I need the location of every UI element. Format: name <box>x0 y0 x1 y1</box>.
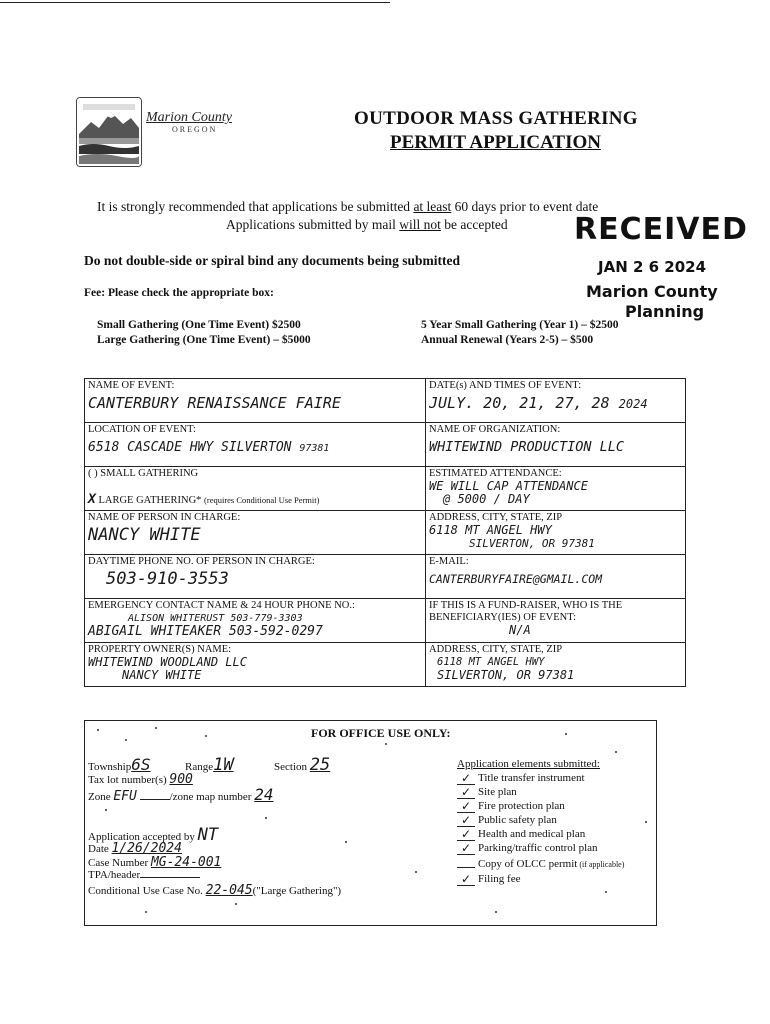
scan-speck <box>155 727 157 729</box>
township-field[interactable]: Township6S <box>88 755 151 774</box>
owner-address-label: ADDRESS, CITY, STATE, ZIP <box>429 644 563 655</box>
received-stamp: RECEIVED <box>574 212 748 247</box>
scan-speck <box>105 809 107 811</box>
form-title-line2: PERMIT APPLICATION <box>390 132 601 153</box>
scan-speck <box>565 733 567 735</box>
check-mark-icon[interactable]: ✓ <box>457 801 475 813</box>
fee-instruction: Fee: Please check the appropriate box: <box>84 287 274 299</box>
daytime-phone-value[interactable]: 503-910-3553 <box>106 571 229 588</box>
form-title-line1: OUTDOOR MASS GATHERING <box>354 108 638 129</box>
attendance-label: ESTIMATED ATTENDANCE: <box>429 468 562 479</box>
date-field[interactable]: Date 1/26/2024 <box>88 841 182 856</box>
element-label: Parking/traffic control plan <box>478 842 598 854</box>
address-value-1[interactable]: 6118 MT ANGEL HWY <box>429 523 552 537</box>
elements-list <box>457 771 624 886</box>
event-location-label: LOCATION OF EVENT: <box>88 424 196 435</box>
element-label: Title transfer instrument <box>478 772 585 784</box>
tpa-header-field[interactable]: TPA/header <box>88 869 200 881</box>
fee-annual-renewal[interactable]: Annual Renewal (Years 2-5) – $500 <box>421 334 594 346</box>
owner-address-value-2[interactable]: SILVERTON, OR 97381 <box>437 668 575 682</box>
conditional-use-field[interactable]: Conditional Use Case No. 22-045("Large Gathering") <box>88 883 342 898</box>
section-field[interactable]: Section 25 <box>274 755 331 775</box>
scan-speck <box>125 739 127 741</box>
email-label: E-MAIL: <box>429 556 469 567</box>
taxlot-field[interactable]: Tax lot number(s) 900 <box>88 772 193 787</box>
county-name: Marion County <box>146 110 232 125</box>
element-label: Fire protection plan <box>478 800 565 812</box>
event-location-value[interactable]: 6518 CASCADE HWY SILVERTON 97381 <box>88 440 330 455</box>
check-mark-icon[interactable]: ✓ <box>457 829 475 841</box>
event-location-cell[interactable] <box>85 423 426 467</box>
element-label: Site plan <box>478 786 517 798</box>
organization-label: NAME OF ORGANIZATION: <box>429 424 561 435</box>
received-date: JAN 2 6 2024 <box>598 258 707 276</box>
property-owner-value-1[interactable]: WHITEWIND WOODLAND LLC <box>88 655 247 669</box>
check-mark-icon[interactable]: ✓ <box>457 843 475 855</box>
gathering-type-cell[interactable] <box>85 467 426 511</box>
element-item[interactable] <box>457 827 624 841</box>
event-dates-label: DATE(s) AND TIMES OF EVENT: <box>429 380 582 391</box>
submission-note: It is strongly recommended that applications be submitted at least 60 days prior to event date <box>97 199 599 214</box>
element-item[interactable] <box>457 785 624 799</box>
mountain-logo-icon <box>77 98 141 166</box>
check-mark-icon[interactable]: ✓ <box>457 773 475 785</box>
event-dates-value[interactable]: JULY. 20, 21, 27, 28 2024 <box>429 395 648 412</box>
emergency-contact-value-1[interactable]: ALISON WHITERUST 503-779-3303 <box>128 613 303 624</box>
fundraiser-cell[interactable] <box>426 599 686 643</box>
element-label: Copy of OLCC permit <box>478 858 578 870</box>
mail-note: Applications submitted by mail will not be accepted <box>226 217 508 232</box>
property-owner-label: PROPERTY OWNER(S) NAME: <box>88 644 232 655</box>
fee-small-gathering[interactable]: Small Gathering (One Time Event) $2500 <box>97 319 301 331</box>
scan-speck <box>205 735 207 737</box>
property-owner-cell[interactable] <box>85 643 426 687</box>
scan-speck <box>145 911 147 913</box>
scan-speck <box>415 871 417 873</box>
address-cell[interactable] <box>426 511 686 555</box>
attendance-cell[interactable] <box>426 467 686 511</box>
range-field[interactable]: Range1W <box>185 755 234 775</box>
scan-speck <box>605 891 607 893</box>
organization-cell[interactable] <box>426 423 686 467</box>
element-item[interactable] <box>457 799 624 813</box>
daytime-phone-cell[interactable] <box>85 555 426 599</box>
element-item[interactable] <box>457 855 624 872</box>
scan-speck <box>615 751 617 753</box>
element-label: Public safety plan <box>478 814 557 826</box>
emergency-contact-label: EMERGENCY CONTACT NAME & 24 HOUR PHONE NO.: <box>88 600 355 611</box>
zone-field[interactable]: Zone EFU /zone map number 24 <box>88 785 274 804</box>
attendance-value-1[interactable]: WE WILL CAP ATTENDANCE <box>429 479 588 493</box>
case-number-field[interactable]: Case Number MG-24-001 <box>88 855 222 870</box>
scan-speck <box>495 911 497 913</box>
organization-value[interactable]: WHITEWIND PRODUCTION LLC <box>429 439 625 455</box>
element-item[interactable] <box>457 813 624 827</box>
check-mark-icon[interactable]: ✓ <box>457 815 475 827</box>
scan-speck <box>235 903 237 905</box>
address-label: ADDRESS, CITY, STATE, ZIP <box>429 512 563 523</box>
element-note: (if applicable) <box>577 860 625 869</box>
owner-address-cell[interactable] <box>426 643 686 687</box>
emergency-contact-value-2[interactable]: ABIGAIL WHITEAKER 503-592-0297 <box>88 624 323 639</box>
email-cell[interactable] <box>426 555 686 599</box>
person-in-charge-label: NAME OF PERSON IN CHARGE: <box>88 512 241 523</box>
scan-speck <box>265 817 267 819</box>
stamp-planning: Planning <box>625 302 705 321</box>
email-value[interactable]: CANTERBURYFAIRE@GMAIL.COM <box>429 572 603 586</box>
element-item[interactable] <box>457 872 624 886</box>
owner-address-value-1[interactable]: 6118 MT ANGEL HWY <box>437 656 545 668</box>
attendance-value-2[interactable]: @ 5000 / DAY <box>443 492 530 506</box>
event-name-cell[interactable] <box>85 379 426 423</box>
element-item[interactable] <box>457 841 624 855</box>
daytime-phone-label: DAYTIME PHONE NO. OF PERSON IN CHARGE: <box>88 556 315 567</box>
address-value-2[interactable]: SILVERTON, OR 97381 <box>469 537 595 550</box>
person-in-charge-cell[interactable] <box>85 511 426 555</box>
event-dates-cell[interactable] <box>426 379 686 423</box>
stamp-county: Marion County <box>586 282 718 301</box>
scan-speck <box>97 729 99 731</box>
check-mark-icon[interactable]: ✓ <box>457 787 475 799</box>
large-gathering-option[interactable]: X LARGE GATHERING* (requires Conditional Use Permit) <box>88 492 320 507</box>
check-mark-icon[interactable] <box>457 856 475 868</box>
county-state: OREGON <box>172 125 218 134</box>
binding-note: Do not double-side or spiral bind any documents being submitted <box>84 253 460 268</box>
scan-speck <box>345 841 347 843</box>
scan-speck <box>645 821 647 823</box>
check-mark-icon[interactable]: ✓ <box>457 874 475 886</box>
scan-speck <box>385 743 387 745</box>
event-name-label: NAME OF EVENT: <box>88 380 175 391</box>
small-gathering-option[interactable]: ( ) SMALL GATHERING <box>88 468 199 479</box>
person-in-charge-value[interactable]: NANCY WHITE <box>88 527 201 544</box>
fee-large-gathering[interactable]: Large Gathering (One Time Event) – $5000 <box>97 334 311 346</box>
county-logo <box>76 97 142 167</box>
fee-five-year[interactable]: 5 Year Small Gathering (Year 1) – $2500 <box>421 319 619 331</box>
fundraiser-value[interactable]: N/A <box>509 623 531 637</box>
emergency-contact-cell[interactable] <box>85 599 426 643</box>
element-label: Filing fee <box>478 873 521 885</box>
office-use-box <box>84 720 657 926</box>
accepted-by-field[interactable]: Application accepted by NT <box>88 825 219 845</box>
scan-edge <box>0 2 390 3</box>
event-name-value[interactable]: CANTERBURY RENAISSANCE FAIRE <box>88 395 341 412</box>
property-owner-value-2[interactable]: NANCY WHITE <box>122 668 202 682</box>
application-form-table <box>84 378 686 687</box>
element-item[interactable] <box>457 771 624 785</box>
fundraiser-label: IF THIS IS A FUND-RAISER, WHO IS THE BENEFICIARY(IES) OF EVENT: <box>429 600 623 623</box>
elements-title: Application elements submitted: <box>457 758 600 770</box>
office-use-title: FOR OFFICE USE ONLY: <box>311 726 451 740</box>
element-label: Health and medical plan <box>478 828 586 840</box>
